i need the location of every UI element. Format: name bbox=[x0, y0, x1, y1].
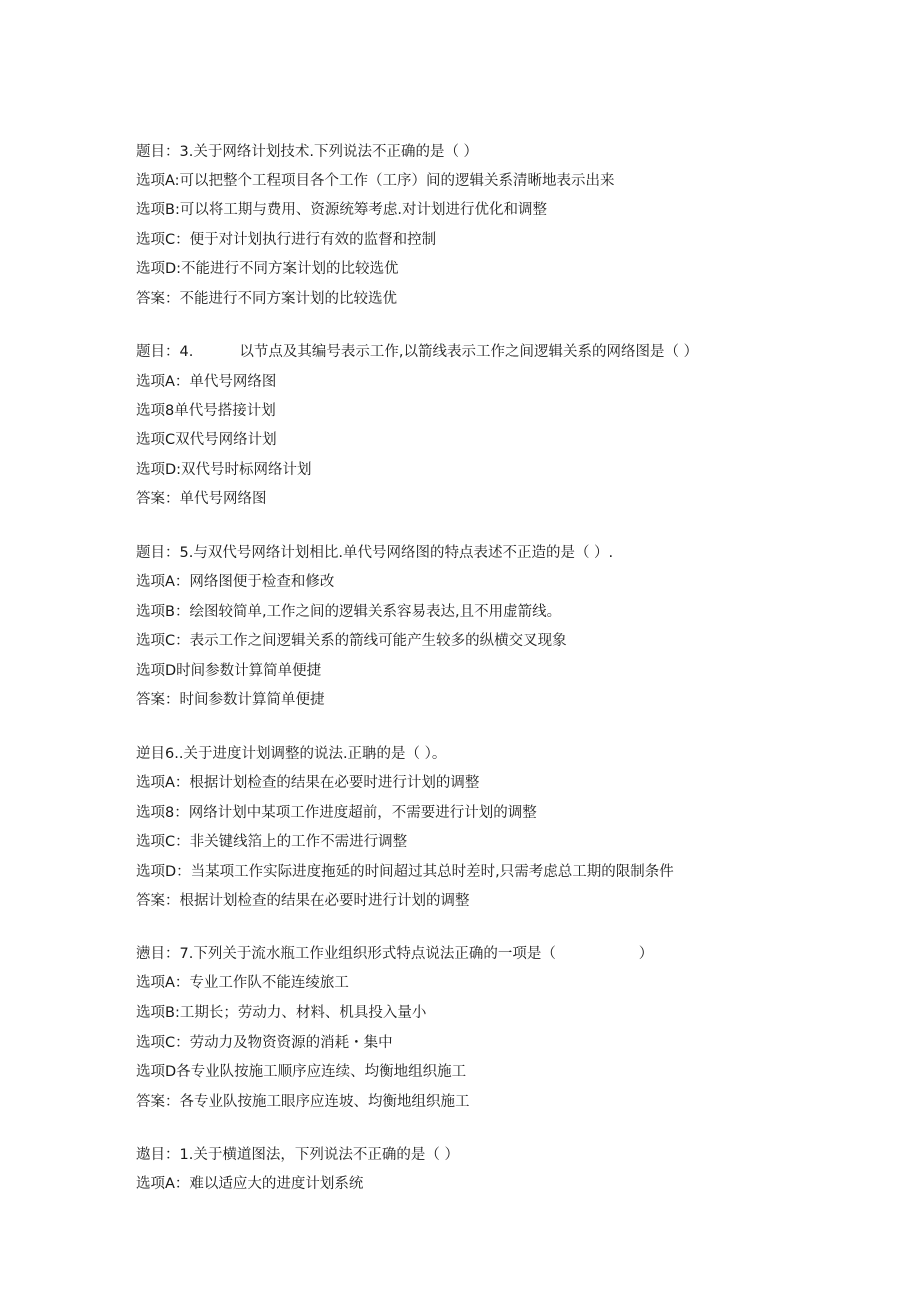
option-d: 选项D各专业队按施工顺序应连续、均衡地组织施工 bbox=[136, 1064, 467, 1080]
option-d: 选项D：当某项工作实际进度拖延的时间超过其总时差时,只需考虑总工期的限制条件 bbox=[136, 864, 674, 880]
option-c: 选项C双代号网络计划 bbox=[136, 432, 277, 448]
answer: 答案：时间参数计算简单便捷 bbox=[136, 692, 325, 708]
answer: 答案：不能进行不同方案计划的比较选优 bbox=[136, 291, 397, 307]
option-c: 选项C：便于对计划执行进行有效的监督和控制 bbox=[136, 232, 437, 248]
option-b: 选项B：绘图较简单,工作之间的逻辑关系容易表达,且不用虚箭线。 bbox=[136, 604, 562, 620]
question-title: 遨目：1.关于横道图法，下列说法不正确的是（ ） bbox=[136, 1147, 459, 1163]
option-d: 选项D时间参数计算简单便捷 bbox=[136, 663, 322, 679]
option-c: 选项C：非关键线箔上的工作不需进行调整 bbox=[136, 834, 408, 850]
option-b: 选项B:工期长；劳动力、材料、机具投入量小 bbox=[136, 1005, 427, 1021]
option-c: 选项C：表示工作之间逻辑关系的箭线可能产生较多的纵横交叉现象 bbox=[136, 633, 567, 649]
question-title: 逆目6..关于进度计划调整的说法.正聃的是（ ）。 bbox=[136, 746, 447, 762]
option-a: 选项A：专业工作队不能连绫旅工 bbox=[136, 975, 349, 991]
answer: 答案：各专业队按施工眼序应连坡、均衡地组织施工 bbox=[136, 1094, 470, 1110]
option-d: 选项D:不能进行不同方案计划的比较选优 bbox=[136, 261, 399, 277]
question-title: 题目：3.关于网络计划技术.下列说法不正确的是（ ） bbox=[136, 144, 479, 160]
question-title: 懑目：7.下列关于流水瓶工作业组织形式特点说法正确的一项是（ ） bbox=[136, 946, 654, 962]
option-a: 选项A：难以适应大的进度计划系统 bbox=[136, 1176, 364, 1192]
option-c: 选项C：劳动力及物资资源的消耗・集中 bbox=[136, 1035, 393, 1051]
answer: 答案：单代号网络图 bbox=[136, 491, 267, 507]
option-b: 选项8单代号搭接计划 bbox=[136, 403, 276, 419]
option-a: 选项A:可以把整个工程项目各个工作（工序）间的逻辑关系清晰地表示出来 bbox=[136, 173, 615, 189]
option-d: 选项D:双代号时标网络计划 bbox=[136, 462, 312, 478]
question-title: 题目：4. 以节点及其编号表示工作,以箭线表示工作之间逻辑关系的网络图是（ ） bbox=[136, 344, 699, 360]
answer: 答案：根据计划检查的结果在必要时进行计划的调整 bbox=[136, 893, 470, 909]
option-a: 选项A：单代号网络图 bbox=[136, 374, 277, 390]
option-a: 选项A：网络图便于检查和修改 bbox=[136, 574, 335, 590]
question-title: 题目：5.与双代号网络计划相比.单代号网络图的特点表述不正造的是（ ）. bbox=[136, 545, 614, 561]
option-b: 选项B:可以将工期与费用、资源统筹考虑.对计划进行优化和调整 bbox=[136, 202, 547, 218]
option-b: 选项8：网络计划中某项工作进度超前，不需要进行计划的调整 bbox=[136, 805, 537, 821]
option-a: 选项A：根据计划检查的结果在必要时进行计划的调整 bbox=[136, 775, 480, 791]
